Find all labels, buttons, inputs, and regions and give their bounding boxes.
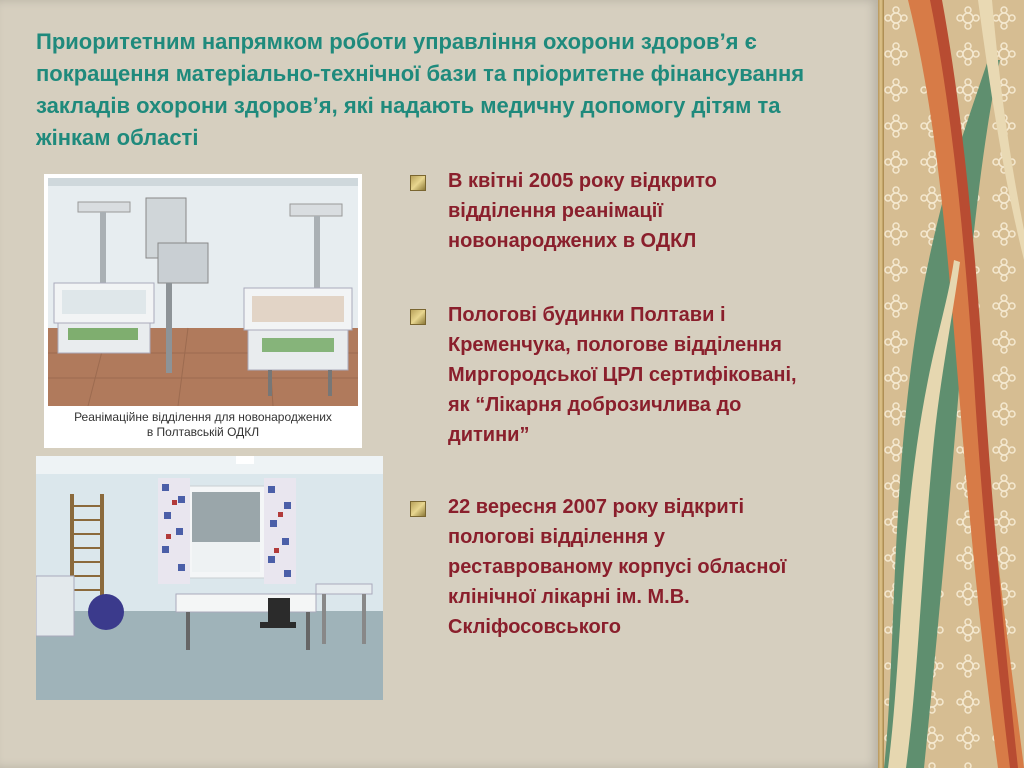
bullet-item: [408, 166, 808, 256]
bullet-square-icon: [410, 309, 426, 325]
decorative-ribbon-panel: [878, 0, 1024, 768]
bullet-item: [408, 492, 808, 642]
slide-title: Приоритетним напрямком роботи управління охорони здоров’я є покращення матеріально-технічної бази та пріоритетне фінансування закладів охорони здоров’я, які надають медичну допомогу дітям та жінкам області: [36, 29, 805, 150]
ribbon-decoration: [878, 0, 1024, 768]
caption-line-1: Реанімаційне відділення для новонароджених: [74, 410, 332, 424]
bullet-square-icon: [410, 501, 426, 517]
bullet-item: [408, 300, 808, 450]
nicu-photo-image: [48, 178, 358, 406]
bullet-square-icon: [410, 175, 426, 191]
maternity-ward-photo-image: [36, 456, 383, 700]
caption-line-2: в Полтавській ОДКЛ: [146, 425, 260, 439]
bullet-text: Пологові будинки Полтави і Кременчука, пологове відділення Миргородської ЦРЛ сертифіковані, як “Лікарня доброзичлива до дитини”: [448, 304, 797, 446]
nicu-photo: [44, 174, 362, 448]
decor-divider: [878, 0, 884, 768]
bullet-text: В квітні 2005 року відкрито відділення реанімації новонароджених в ОДКЛ: [448, 170, 717, 252]
nicu-photo-caption: [44, 410, 362, 440]
bullet-text: 22 вересня 2007 року відкриті пологові відділення у реставрованому корпусі обласної клінічної лікарні ім. М.В. Скліфосовського: [448, 496, 787, 638]
bullet-list: [408, 166, 808, 642]
maternity-ward-photo: [36, 456, 383, 700]
